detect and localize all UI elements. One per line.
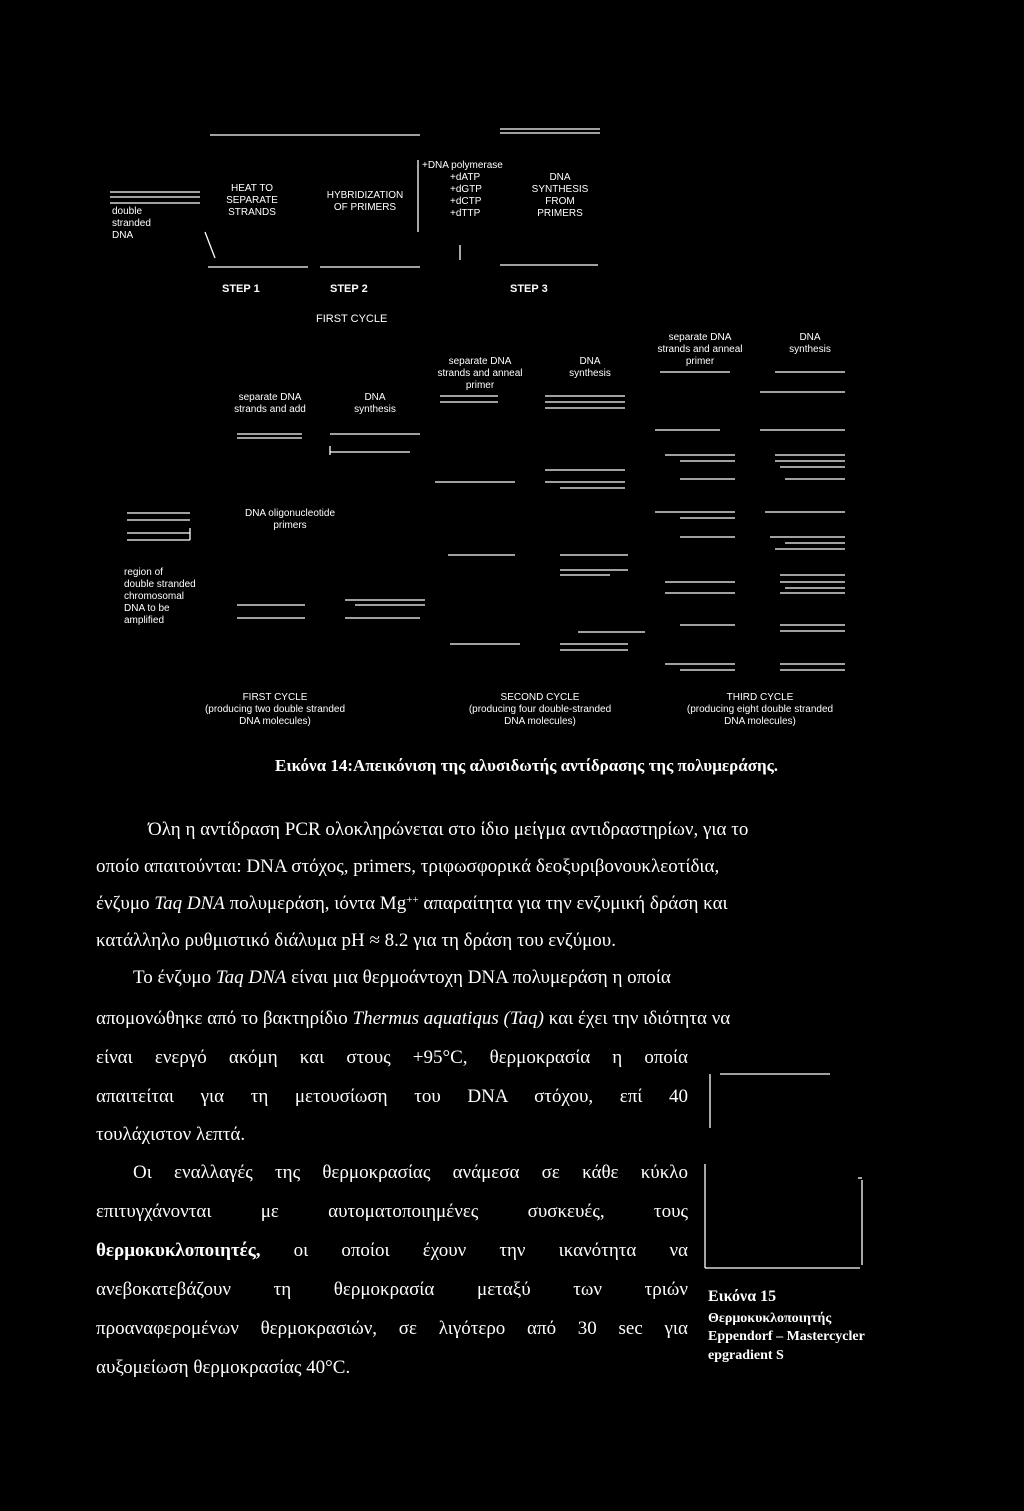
step-1-label: STEP 1	[222, 283, 260, 295]
separate-strands-add-label: separate DNA strands and add	[234, 392, 306, 415]
p1-line-1: Όλη η αντίδραση PCR ολοκληρώνεται στο ίδιο μείγμα αντιδραστηρίων, για το	[148, 819, 749, 840]
p2-line-1: Το ένζυμο Taq DNA είναι μια θερμοάντοχη DNA πολυμεράση η οποία	[133, 967, 671, 988]
figure-15-line-2: Eppendorf – Mastercycler	[708, 1329, 865, 1344]
dna-synthesis-label-2: DNA synthesis	[569, 356, 611, 379]
dna-synthesis-label-1: DNA synthesis	[354, 392, 396, 415]
p1-line-4: κατάλληλο ρυθμιστικό διάλυμα pH ≈ 8.2 για τη δράση του ενζύμου.	[96, 930, 616, 951]
polymerase-label: +DNA polymerase +dATP +dGTP +dCTP +dTTP	[422, 160, 503, 219]
p3-line-1: Οι εναλλαγές της θερμοκρασίας ανάμεσα σε κάθε κύκλο	[133, 1162, 688, 1183]
oligonucleotide-primers-label: DNA oligonucleotide primers	[244, 508, 336, 531]
first-cycle-title: FIRST CYCLE	[316, 313, 388, 325]
region-amplified-label: region of double stranded chromosomal DNA to be amplified	[124, 567, 196, 626]
p1-line-3: ένζυμο Taq DNA πολυμεράση, ιόντα Mg++ απαραίτητα για την ενζυμική δράση και	[96, 893, 728, 914]
cycle-1-caption: FIRST CYCLE (producing two double stranded DNA molecules)	[204, 692, 346, 727]
separate-anneal-label-3: separate DNA strands and anneal primer	[657, 332, 743, 367]
cycle-3-caption: THIRD CYCLE (producing eight double stranded DNA molecules)	[686, 692, 834, 727]
separate-anneal-label-2: separate DNA strands and anneal primer	[437, 356, 523, 391]
p1-line-2: οποίο απαιτούνται: DNA στόχος, primers, τριφωσφορικά δεοξυριβονουκλεοτίδια,	[96, 856, 720, 877]
p3-line-6: αυξομείωση θερμοκρασίας 40°C.	[96, 1357, 351, 1378]
p3-line-3: θερμοκυκλοποιητές, οι οποίοι έχουν την ικανότητα να	[96, 1240, 688, 1261]
figure-15-title: Εικόνα 15	[708, 1288, 777, 1305]
dna-synthesis-from-primers-label: DNA SYNTHESIS FROM PRIMERS	[531, 172, 589, 219]
dna-synthesis-label-3: DNA synthesis	[789, 332, 831, 355]
figure-15-line-3: epgradient S	[708, 1348, 784, 1363]
p3-line-2: επιτυγχάνονται με αυτοματοποιημένες συσκευές, τους	[96, 1201, 688, 1222]
figure-14-caption: Εικόνα 14:Απεικόνιση της αλυσιδωτής αντίδρασης της πολυμεράσης.	[275, 756, 779, 775]
hybridization-label: HYBRIDIZATION OF PRIMERS	[326, 190, 404, 213]
cycle-2-caption: SECOND CYCLE (producing four double-stranded DNA molecules)	[468, 692, 612, 727]
p2-line-5: τουλάχιστον λεπτά.	[96, 1124, 246, 1145]
step-2-label: STEP 2	[330, 283, 368, 295]
p2-line-2: απομονώθηκε από το βακτηρίδιο Thermus aquatiqus (Taq) και έχει την ιδιότητα να	[96, 1008, 731, 1029]
figure-15-line-1: Θερμοκυκλοποιητής	[708, 1311, 832, 1326]
p3-line-4: ανεβοκατεβάζουν τη θερμοκρασία μεταξύ των τριών	[96, 1279, 688, 1300]
thermocycler-image	[700, 1060, 870, 1280]
heat-to-separate-label: HEAT TO SEPARATE STRANDS	[226, 183, 278, 218]
double-stranded-dna-label: double stranded DNA	[112, 206, 151, 241]
p2-line-4: απαιτείται για τη μετουσίωση του DNA στόχου, επί 40	[96, 1086, 688, 1107]
step-3-label: STEP 3	[510, 283, 548, 295]
p3-line-5: προαναφερομένων θερμοκρασιών, σε λιγότερο από 30 sec για	[96, 1318, 688, 1339]
p2-line-3: είναι ενεργό ακόμη και στους +95°C, θερμοκρασία η οποία	[96, 1047, 688, 1068]
